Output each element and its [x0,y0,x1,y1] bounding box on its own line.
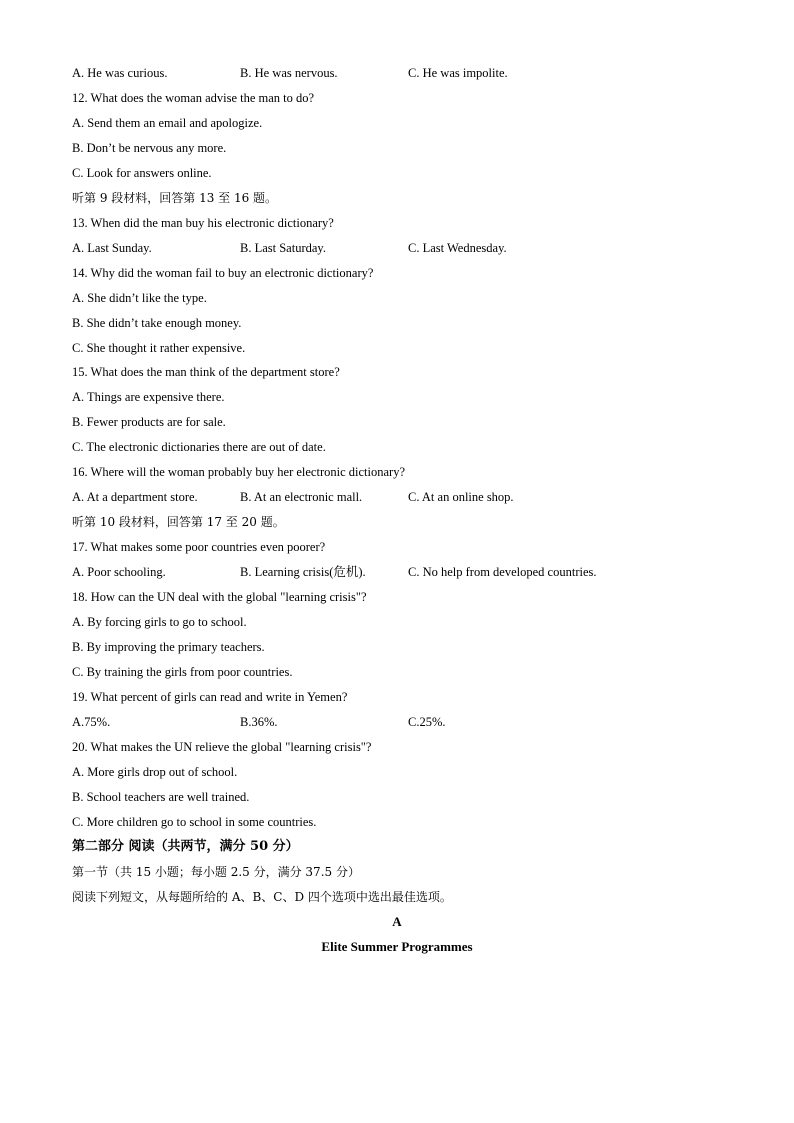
q14-option-c: C. She thought it rather expensive. [72,341,246,355]
section-10-instruction: 听第 10 段材料，回答第 17 至 20 题。 [72,515,285,529]
q19-option-c: C.25%. [408,715,446,729]
q11-option-c: C. He was impolite. [408,66,508,80]
q13-option-b: B. Last Saturday. [240,241,326,255]
q15-option-a: A. Things are expensive there. [72,390,225,404]
part-2-section-1-heading: 第一节（共 15 小题；每小题 2.5 分，满分 37.5 分） [72,865,360,879]
q17-question: 17. What makes some poor countries even poorer? [72,540,326,554]
q17-option-b: B. Learning crisis(危机). [240,565,366,579]
q16-option-b: B. At an electronic mall. [240,490,363,504]
q16-option-c: C. At an online shop. [408,490,514,504]
q18-question: 18. How can the UN deal with the global "learning crisis"? [72,590,367,604]
q20-option-a: A. More girls drop out of school. [72,765,238,779]
q12-question: 12. What does the woman advise the man to do? [72,91,315,105]
q14-option-a: A. She didn’t like the type. [72,291,207,305]
q19-option-b: B.36%. [240,715,278,729]
q14-question: 14. Why did the woman fail to buy an electronic dictionary? [72,266,374,280]
q17-option-a: A. Poor schooling. [72,565,166,579]
q12-option-b: B. Don’t be nervous any more. [72,141,227,155]
q20-question: 20. What makes the UN relieve the global "learning crisis"? [72,740,372,754]
passage-letter: A [392,914,402,929]
q18-option-b: B. By improving the primary teachers. [72,640,265,654]
part-2-title: 第二部分 阅读（共两节，满分 50 分） [72,839,299,854]
q14-option-b: B. She didn’t take enough money. [72,316,242,330]
q13-option-a: A. Last Sunday. [72,241,152,255]
q13-question: 13. When did the man buy his electronic dictionary? [72,216,334,230]
q11-option-a: A. He was curious. [72,66,168,80]
q16-question: 16. Where will the woman probably buy her electronic dictionary? [72,465,405,479]
q12-option-c: C. Look for answers online. [72,166,212,180]
q17-option-c: C. No help from developed countries. [408,565,597,579]
q18-option-a: A. By forcing girls to go to school. [72,615,247,629]
section-9-instruction: 听第 9 段材料，回答第 13 至 16 题。 [72,191,278,205]
part-2-instruction: 阅读下列短文，从每题所给的 A、B、C、D 四个选项中选出最佳选项。 [72,890,452,904]
q20-option-c: C. More children go to school in some countries. [72,815,317,829]
q19-question: 19. What percent of girls can read and write in Yemen? [72,690,348,704]
q20-option-b: B. School teachers are well trained. [72,790,250,804]
q19-option-a: A.75%. [72,715,111,729]
q15-option-c: C. The electronic dictionaries there are out of date. [72,440,326,454]
q15-option-b: B. Fewer products are for sale. [72,415,226,429]
q13-option-c: C. Last Wednesday. [408,241,507,255]
q12-option-a: A. Send them an email and apologize. [72,116,263,130]
q18-option-c: C. By training the girls from poor countries. [72,665,293,679]
q16-option-a: A. At a department store. [72,490,198,504]
q15-question: 15. What does the man think of the department store? [72,365,340,379]
q11-option-b: B. He was nervous. [240,66,338,80]
passage-title: Elite Summer Programmes [321,939,473,954]
